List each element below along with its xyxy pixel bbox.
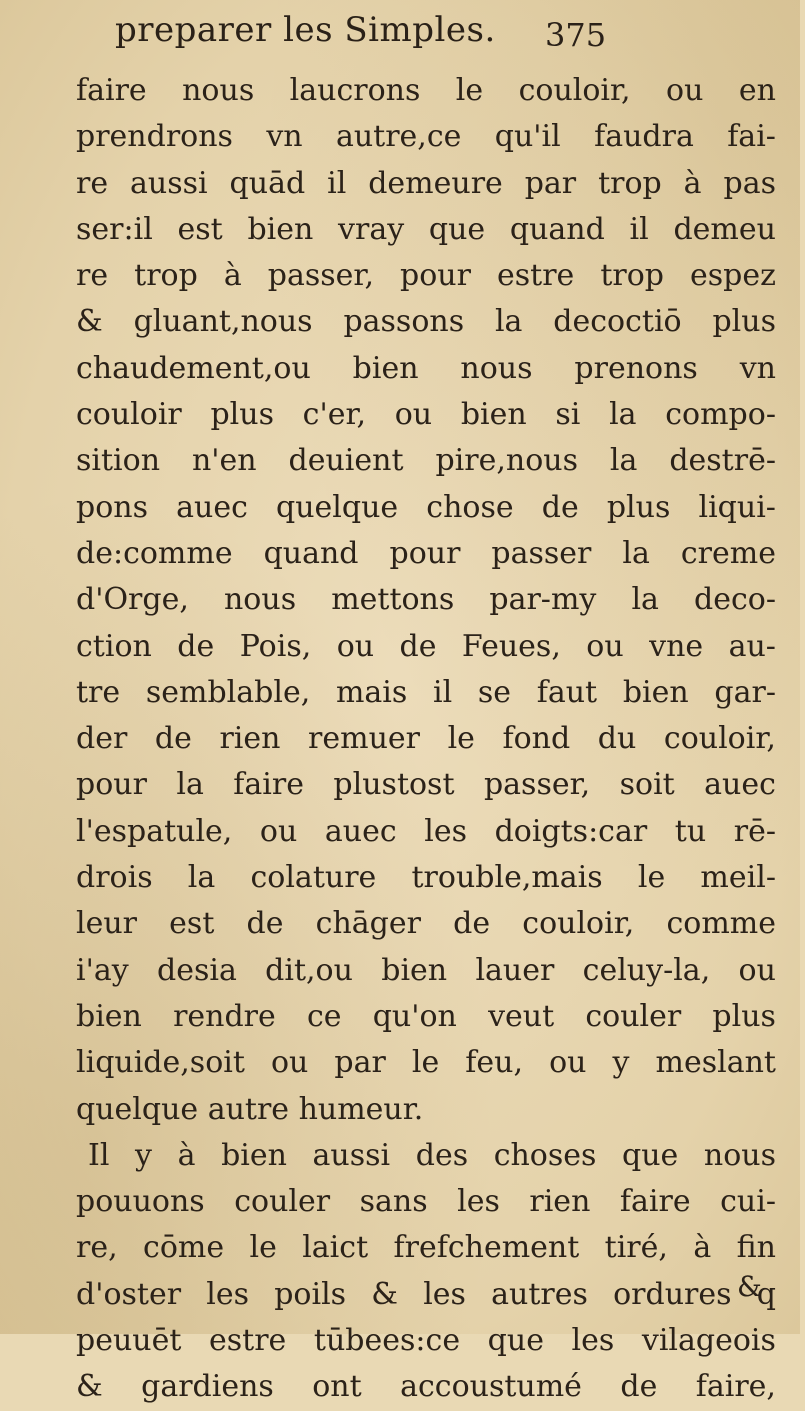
word: ou xyxy=(549,1045,587,1081)
word: fai- xyxy=(727,119,776,155)
word: de:comme xyxy=(76,535,233,571)
word: vray xyxy=(338,211,405,247)
word: couler xyxy=(234,1184,331,1220)
word: ction xyxy=(76,628,152,664)
word: chaudement,ou xyxy=(76,350,311,386)
word: demeure xyxy=(368,165,503,201)
word: & xyxy=(76,1369,103,1405)
word: mais xyxy=(335,674,408,710)
text-line xyxy=(76,114,776,160)
word: doigts:car xyxy=(494,813,648,849)
word: espez xyxy=(690,258,776,294)
word: vn xyxy=(739,350,776,386)
word: auec xyxy=(704,767,776,803)
word: la xyxy=(609,443,638,479)
word: que xyxy=(622,1137,679,1173)
word: compo- xyxy=(665,397,776,433)
word: tiré, xyxy=(604,1230,668,1266)
word: que xyxy=(487,1323,544,1359)
word: la xyxy=(494,304,523,340)
word: se xyxy=(477,674,512,710)
word: nous xyxy=(223,582,297,618)
word: bien xyxy=(76,998,142,1034)
word: la xyxy=(609,397,637,433)
word: bien xyxy=(221,1137,287,1173)
word: meil- xyxy=(700,860,776,896)
word: liquide,soit xyxy=(76,1045,245,1081)
word: Il xyxy=(88,1137,110,1173)
word: la xyxy=(187,860,216,896)
text-line xyxy=(76,762,776,808)
word: le xyxy=(455,73,484,108)
text-line xyxy=(76,1364,776,1410)
word: le xyxy=(411,1045,440,1081)
word: celuy-la, xyxy=(582,952,711,988)
word: q xyxy=(756,1276,776,1312)
word: creme xyxy=(680,535,776,571)
text-line xyxy=(76,1318,776,1364)
word: liqui- xyxy=(698,489,776,525)
word: plus xyxy=(210,397,274,433)
page-number: 375 xyxy=(545,16,607,54)
text-line xyxy=(76,577,776,623)
word: drois xyxy=(76,860,153,896)
word: cōme xyxy=(143,1230,225,1266)
word: plus xyxy=(606,489,671,525)
word: d'Orge, xyxy=(76,582,189,618)
word: passons xyxy=(343,304,465,340)
word: rien xyxy=(219,721,281,757)
word: ou xyxy=(394,397,433,433)
word: de xyxy=(177,628,215,664)
word: bien xyxy=(622,674,689,710)
word: rē- xyxy=(733,813,776,849)
word: trop xyxy=(600,258,664,294)
word: pire,nous xyxy=(435,443,578,479)
word: du xyxy=(597,721,637,757)
word: soit xyxy=(619,767,675,803)
word: & xyxy=(76,304,103,340)
word: y xyxy=(135,1137,152,1173)
word: qu'il xyxy=(494,119,561,155)
word: nous xyxy=(703,1137,776,1173)
word: les xyxy=(424,813,467,849)
word: rendre xyxy=(173,998,276,1034)
word: & xyxy=(371,1276,398,1312)
word: re xyxy=(76,258,109,294)
word: demeu xyxy=(673,211,776,247)
word: mettons xyxy=(331,582,455,618)
body-text xyxy=(76,68,776,1411)
word: à xyxy=(223,258,242,294)
text-line xyxy=(76,1179,776,1225)
word: d'oster xyxy=(76,1276,182,1312)
word: bien xyxy=(381,952,448,988)
word: quelque xyxy=(276,489,399,525)
word: aussi xyxy=(312,1137,391,1173)
text-line xyxy=(76,809,776,855)
word: ou xyxy=(586,628,624,664)
word: bien xyxy=(352,350,419,386)
word: ou xyxy=(738,952,776,988)
word: tūbees:ce xyxy=(313,1323,461,1359)
text-line xyxy=(76,346,776,392)
word: ou xyxy=(270,1045,309,1081)
word: vn xyxy=(266,119,303,155)
word: bien xyxy=(460,397,527,433)
word: rien xyxy=(529,1184,591,1220)
word: pas xyxy=(723,165,776,201)
word: au- xyxy=(728,628,776,664)
word: poils xyxy=(274,1276,347,1312)
text-line xyxy=(76,207,776,253)
word: les xyxy=(206,1276,250,1312)
word: plus xyxy=(712,998,776,1034)
word: par xyxy=(524,165,577,201)
word: à xyxy=(683,165,702,201)
word: des xyxy=(415,1137,469,1173)
text-line xyxy=(76,392,776,438)
word: pouuons xyxy=(76,1184,205,1220)
word: couloir, xyxy=(522,906,635,942)
word: n'en xyxy=(191,443,257,479)
word: fond xyxy=(502,721,571,757)
word: le xyxy=(447,721,475,757)
word: gar- xyxy=(714,674,776,710)
text-line xyxy=(76,1225,776,1271)
word: ont xyxy=(312,1369,362,1405)
word: peuuēt xyxy=(76,1323,182,1359)
word: remuer xyxy=(308,721,420,757)
word: les xyxy=(571,1323,615,1359)
word: fin xyxy=(736,1230,776,1266)
word: aussi xyxy=(130,165,208,201)
word: en xyxy=(738,73,776,108)
word: gluant,nous xyxy=(133,304,313,340)
word: faut xyxy=(536,674,598,710)
word: frefchement xyxy=(393,1230,580,1266)
word: prendrons xyxy=(76,119,233,155)
word: à xyxy=(177,1137,196,1173)
word: couler xyxy=(585,998,682,1034)
word: qu'on xyxy=(372,998,457,1034)
word: la xyxy=(176,767,204,803)
word: colature xyxy=(250,860,377,896)
word: desia xyxy=(157,952,237,988)
word: trop xyxy=(598,165,662,201)
word: le xyxy=(249,1230,277,1266)
word: faire xyxy=(233,767,304,803)
text-line xyxy=(76,948,776,994)
word: l'espatule, xyxy=(76,813,233,849)
word: der xyxy=(76,721,128,757)
word: les xyxy=(423,1276,466,1312)
word: couloir, xyxy=(663,721,776,757)
word: veut xyxy=(488,998,555,1034)
text-line xyxy=(76,438,776,484)
word: decoctiō xyxy=(553,304,682,340)
word: couloir, xyxy=(518,73,631,108)
word: autres xyxy=(491,1276,588,1312)
word: les xyxy=(457,1184,500,1220)
word: bien xyxy=(247,211,314,247)
running-title: preparer les Simples. xyxy=(115,10,496,50)
word: dit,ou xyxy=(265,952,353,988)
word: faire xyxy=(619,1184,691,1220)
word: tu xyxy=(674,813,707,849)
text-line xyxy=(76,253,776,299)
word: quand xyxy=(509,211,605,247)
word: y xyxy=(612,1045,630,1081)
word: passer, xyxy=(267,258,374,294)
word: comme xyxy=(666,906,776,942)
catchword: & xyxy=(737,1270,762,1303)
word: choses xyxy=(493,1137,597,1173)
text-line xyxy=(76,1040,776,1086)
word: il xyxy=(629,211,649,247)
word: faire xyxy=(76,73,147,108)
word: pour xyxy=(76,767,147,803)
word: ou xyxy=(259,813,298,849)
word: ou xyxy=(666,73,704,108)
word: deco- xyxy=(694,582,776,618)
word: de xyxy=(246,906,284,942)
text-line xyxy=(76,901,776,947)
word: vne xyxy=(649,628,704,664)
word: leur xyxy=(76,906,138,942)
word: accoustumé xyxy=(400,1369,582,1405)
word: couloir xyxy=(76,397,182,433)
word: il xyxy=(327,165,347,201)
word: la xyxy=(631,582,659,618)
word: sition xyxy=(76,443,161,479)
word: nous xyxy=(182,73,255,108)
text-line xyxy=(76,68,776,114)
word: Pois, xyxy=(239,628,312,664)
word: chose xyxy=(426,489,514,525)
word: autre,ce xyxy=(335,119,462,155)
word: Feues, xyxy=(461,628,561,664)
text-line xyxy=(76,670,776,716)
word: lauer xyxy=(475,952,555,988)
text-line xyxy=(76,299,776,345)
word: est xyxy=(169,906,215,942)
word: que xyxy=(428,211,486,247)
word: laucrons xyxy=(289,73,421,108)
text-line: quelque autre humeur. xyxy=(76,1091,424,1127)
word: faudra xyxy=(594,119,694,155)
word: gardiens xyxy=(141,1369,274,1405)
word: par xyxy=(334,1045,386,1081)
word: faire, xyxy=(695,1369,776,1405)
word: le xyxy=(637,860,666,896)
word: ordures xyxy=(613,1276,732,1312)
word: feu, xyxy=(465,1045,524,1081)
word: destrē- xyxy=(669,443,776,479)
text-line xyxy=(76,531,776,577)
word: ce xyxy=(306,998,342,1034)
word: plus xyxy=(712,304,776,340)
word: plustost xyxy=(333,767,455,803)
word: pour xyxy=(389,535,461,571)
word: trop xyxy=(134,258,198,294)
word: estre xyxy=(496,258,575,294)
word: c'er, xyxy=(302,397,367,433)
word: par-my xyxy=(489,582,597,618)
word: prenons xyxy=(574,350,698,386)
word: pour xyxy=(400,258,471,294)
text-line xyxy=(76,716,776,762)
word: ou xyxy=(336,628,375,664)
word: quand xyxy=(263,535,359,571)
text-line xyxy=(76,1133,776,1179)
word: auec xyxy=(324,813,397,849)
word: de xyxy=(399,628,437,664)
text-line xyxy=(76,624,776,670)
word: si xyxy=(555,397,581,433)
text-line xyxy=(76,1272,776,1318)
word: est xyxy=(177,211,223,247)
word: meslant xyxy=(655,1045,776,1081)
page-header xyxy=(115,10,805,60)
word: estre xyxy=(209,1323,287,1359)
word: trouble,mais xyxy=(411,860,603,896)
word: sans xyxy=(359,1184,428,1220)
word: chāger xyxy=(315,906,421,942)
text-line xyxy=(76,161,776,207)
word: la xyxy=(622,535,650,571)
word: re xyxy=(76,165,109,201)
word: il xyxy=(432,674,453,710)
word: passer, xyxy=(483,767,591,803)
word: tre xyxy=(76,674,121,710)
word: semblable, xyxy=(145,674,311,710)
word: nous xyxy=(460,350,533,386)
word: à xyxy=(693,1230,712,1266)
word: quād xyxy=(229,165,306,201)
word: auec xyxy=(176,489,248,525)
word: pons xyxy=(76,489,148,525)
word: passer xyxy=(491,535,592,571)
word: de xyxy=(453,906,491,942)
word: de xyxy=(620,1369,658,1405)
word: ser:il xyxy=(76,211,153,247)
word: deuient xyxy=(288,443,404,479)
word: cui- xyxy=(720,1184,776,1220)
text-line xyxy=(76,485,776,531)
word: re, xyxy=(76,1230,118,1266)
word: de xyxy=(541,489,579,525)
word: laict xyxy=(302,1230,369,1266)
word: vilageois xyxy=(641,1323,776,1359)
text-line xyxy=(76,855,776,901)
text-line xyxy=(76,994,776,1040)
word: i'ay xyxy=(76,952,129,988)
word: de xyxy=(154,721,192,757)
